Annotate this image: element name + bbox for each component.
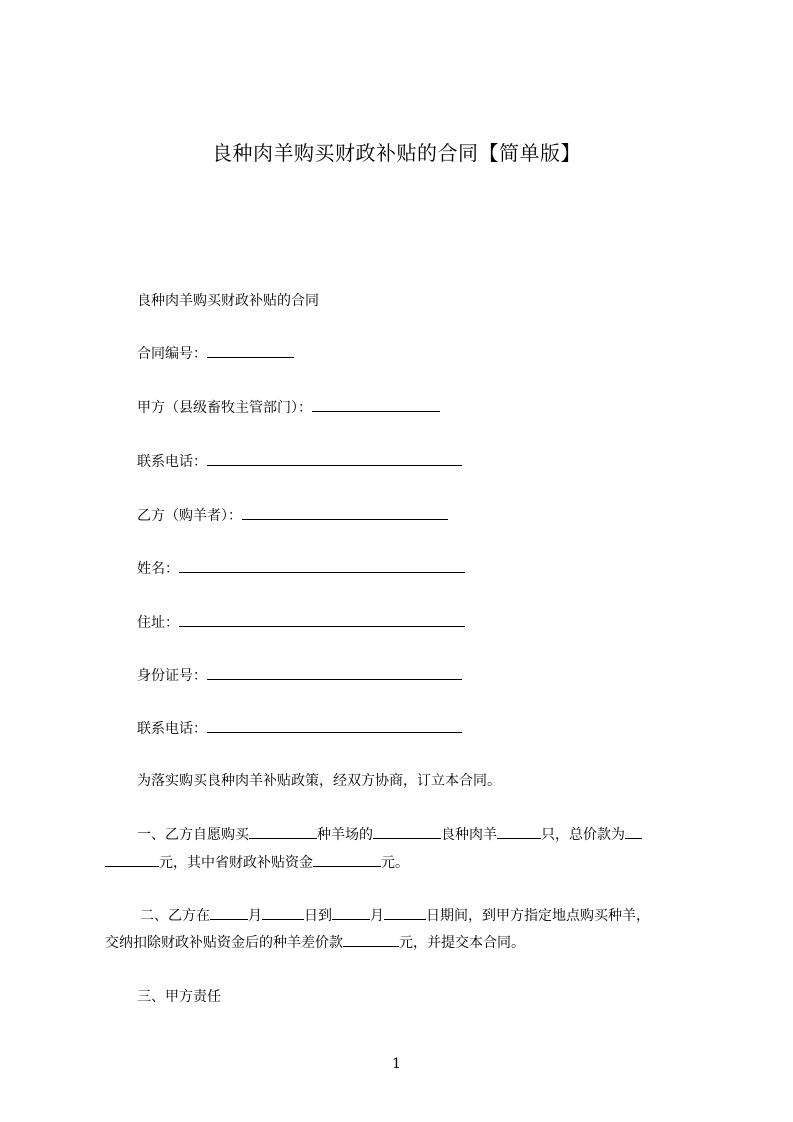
clause-1-text-b: 种羊场的 — [317, 827, 373, 843]
party-a-row — [137, 397, 440, 419]
name-row — [137, 558, 465, 580]
start-day-blank — [262, 905, 304, 920]
party-b-phone-label: 联系电话： — [137, 721, 207, 737]
clause-2-text-a: 二、乙方在 — [140, 908, 210, 924]
clause-1-text-d: 只，总价款为 — [541, 827, 625, 843]
document-title: 良种肉羊购买财政补贴的合同【简单版】 — [212, 141, 581, 165]
clause-2-line-1 — [140, 905, 650, 927]
page-number: 1 — [392, 1056, 401, 1072]
clause-2-text-e: 日期间，到甲方指定地点购买种羊， — [426, 908, 650, 924]
breed-blank — [373, 824, 441, 839]
clause-2-text-g: 元，并提交本合同。 — [399, 935, 525, 951]
clause-1-text-f: 元。 — [381, 855, 409, 871]
clause-1-line-2 — [105, 852, 409, 874]
clause-2-text-c: 日到 — [304, 908, 332, 924]
head-count-blank — [497, 824, 541, 839]
id-number-row — [137, 665, 462, 687]
party-a-label: 甲方（县级畜牧主管部门）： — [137, 400, 312, 416]
clause-1-text-c: 良种肉羊 — [441, 827, 497, 843]
address-label: 住址： — [137, 615, 179, 631]
start-month-blank — [210, 905, 248, 920]
party-b-row — [137, 505, 448, 527]
name-blank — [179, 558, 465, 573]
clause-1-line-1 — [137, 824, 642, 846]
price-difference-blank — [343, 932, 399, 947]
name-label: 姓名： — [137, 561, 179, 577]
total-price-blank-start — [625, 824, 642, 839]
clause-2-text-f: 交纳扣除财政补贴资金后的种羊差价款 — [105, 935, 343, 951]
party-b-phone-blank — [207, 718, 462, 733]
address-blank — [179, 612, 465, 627]
contract-number-blank — [207, 343, 294, 358]
clause-1-text-e: 元，其中省财政补贴资金 — [159, 855, 313, 871]
clause-1-text-a: 一、乙方自愿购买 — [137, 827, 249, 843]
clause-2-line-2 — [105, 932, 525, 954]
subsidy-amount-blank — [313, 852, 381, 867]
id-number-blank — [207, 665, 462, 680]
contract-number-row — [137, 343, 294, 365]
clause-2-text-b: 月 — [248, 908, 262, 924]
party-a-phone-row — [137, 451, 462, 473]
party-a-blank — [312, 397, 440, 412]
quantity-farm-blank — [249, 824, 317, 839]
clause-2-text-d: 月 — [370, 908, 384, 924]
contract-subtitle: 良种肉羊购买财政补贴的合同 — [137, 293, 319, 309]
end-month-blank — [332, 905, 370, 920]
party-a-phone-blank — [207, 451, 462, 466]
party-b-label: 乙方（购羊者）： — [137, 508, 242, 524]
intro-paragraph: 为落实购买良种肉羊补贴政策，经双方协商，订立本合同。 — [137, 773, 501, 789]
total-price-blank-end — [105, 852, 159, 867]
end-day-blank — [384, 905, 426, 920]
id-number-label: 身份证号： — [137, 668, 207, 684]
party-b-phone-row — [137, 718, 462, 740]
party-a-phone-label: 联系电话： — [137, 454, 207, 470]
contract-number-label: 合同编号： — [137, 346, 207, 362]
clause-3-heading: 三、甲方责任 — [137, 989, 221, 1005]
party-b-blank — [242, 505, 448, 520]
address-row — [137, 612, 465, 634]
